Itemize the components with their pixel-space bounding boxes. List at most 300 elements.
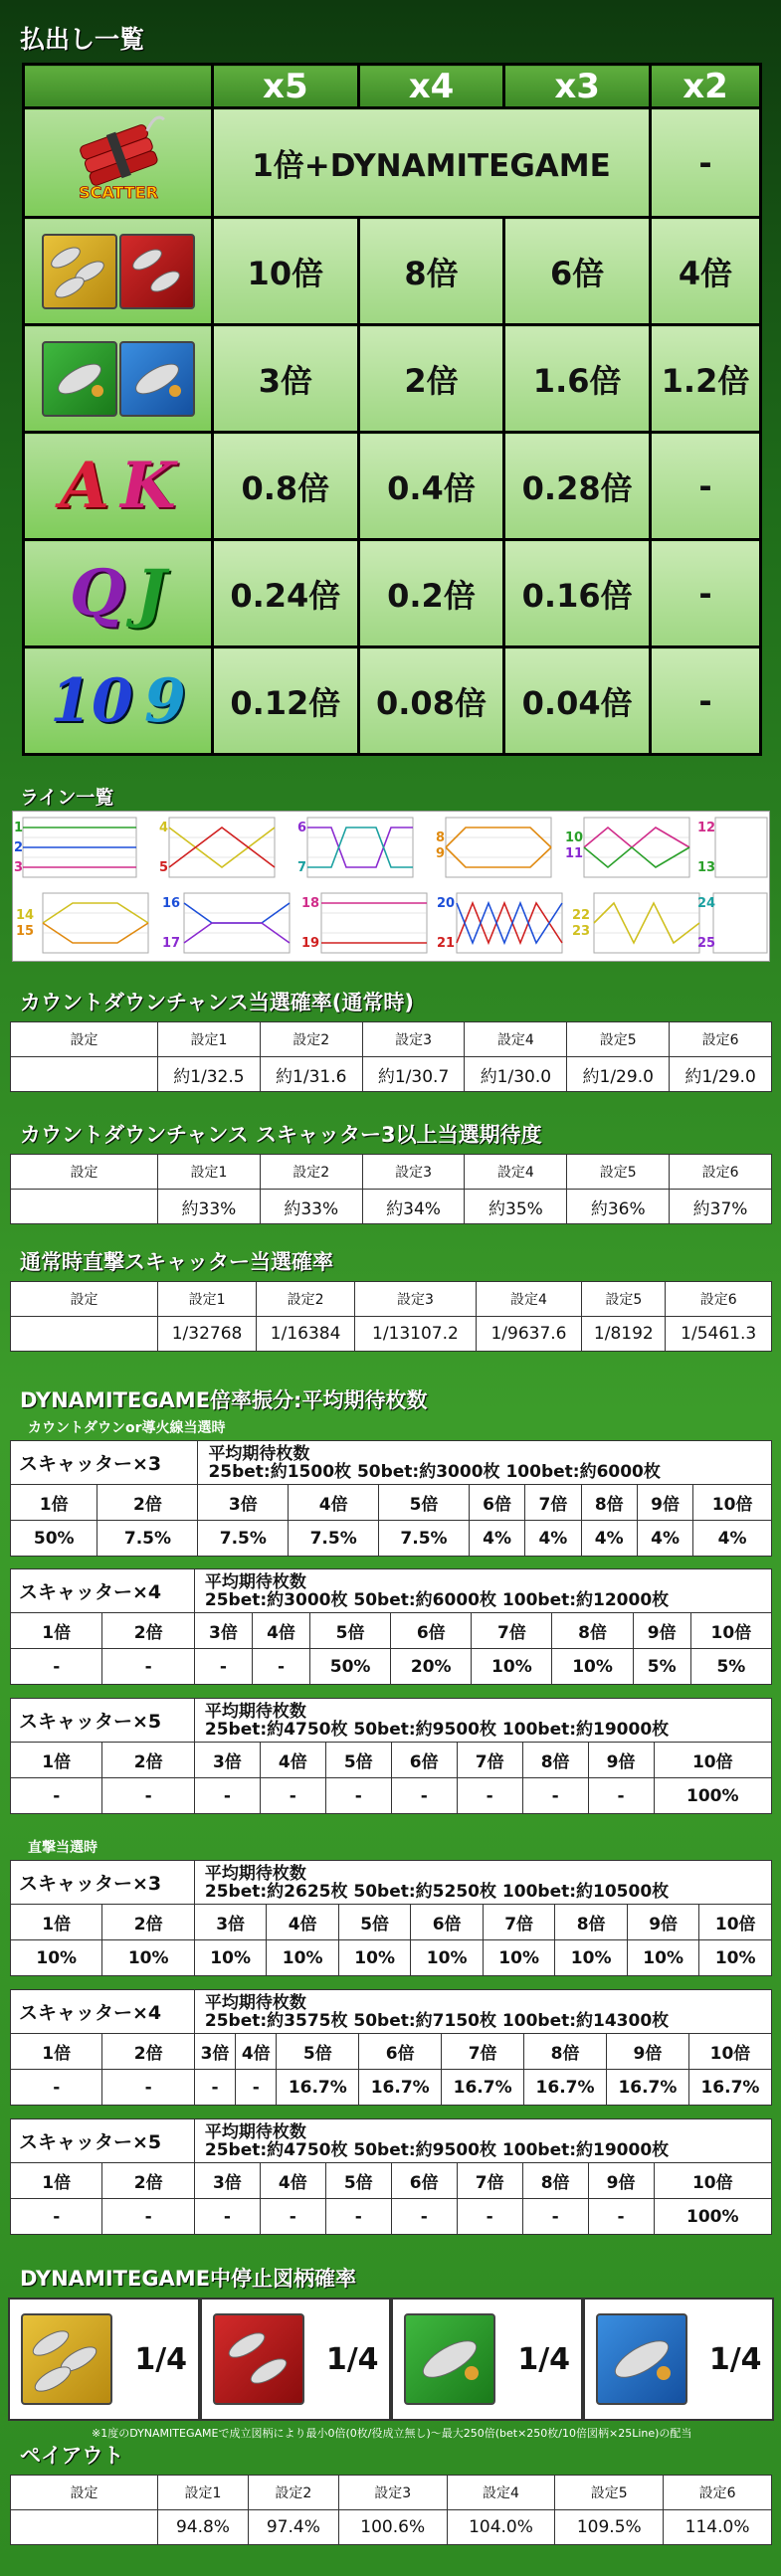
mult-value-cell: 10% xyxy=(338,1940,411,1976)
mult-header-cell: 7倍 xyxy=(525,1485,581,1521)
mult-header-cell: 5倍 xyxy=(310,1613,391,1649)
header-x2: x2 xyxy=(650,65,760,108)
stop-prob-green: 1/4 xyxy=(517,2341,571,2377)
direct-h3: 設定3 xyxy=(355,1282,477,1317)
mult-header-cell: 10倍 xyxy=(654,2163,771,2199)
block-avg xyxy=(194,1990,771,2034)
direct-v1: 1/32768 xyxy=(158,1317,257,1352)
bullet-green-box-icon xyxy=(42,341,117,417)
mult-value-cell: 10% xyxy=(483,1940,555,1976)
mult-header-cell: 2倍 xyxy=(102,1743,194,1778)
mult-header-cell: 9倍 xyxy=(633,1613,690,1649)
countdown-v6: 約1/29.0 xyxy=(670,1057,772,1092)
rate-h0: 設定 xyxy=(11,2476,158,2510)
payout-red-x5: 10倍 xyxy=(213,218,359,325)
mult-value-cell: - xyxy=(11,1778,102,1814)
line-num-20: 20 xyxy=(437,896,456,911)
stop-cell-green xyxy=(391,2298,583,2421)
direct-h5: 設定5 xyxy=(582,1282,666,1317)
ten-icon: 10 xyxy=(50,665,133,736)
green-blue-bullets-icon xyxy=(24,325,213,433)
ten-nine-icon xyxy=(24,647,213,755)
stop-title: DYNAMITEGAME中停止図柄確率 xyxy=(20,2267,357,2291)
scatter3-h0: 設定 xyxy=(11,1155,158,1190)
payout-red-x4: 8倍 xyxy=(358,218,504,325)
mult-value-cell: 16.7% xyxy=(688,2070,771,2106)
block-label: スキャッター×5 xyxy=(11,2119,195,2163)
mult-value-cell: 10% xyxy=(194,1940,267,1976)
countdown-v2: 約1/31.6 xyxy=(260,1057,362,1092)
mult-header-cell: 8倍 xyxy=(552,1613,633,1649)
block-label: スキャッター×4 xyxy=(11,1569,195,1613)
rate-v2: 97.4% xyxy=(248,2510,338,2545)
block-avg-title: 平均期待枚数 xyxy=(208,1443,310,1464)
payout-row-green-blue-bullets xyxy=(24,325,761,433)
direct-h6: 設定6 xyxy=(666,1282,772,1317)
stop-panel xyxy=(8,2298,774,2421)
rate-h5: 設定5 xyxy=(555,2476,664,2510)
mult-value-cell: - xyxy=(391,2199,457,2235)
mult-header-cell: 4倍 xyxy=(260,1743,325,1778)
payout-gb-x4: 2倍 xyxy=(358,325,504,433)
rate-h1: 設定1 xyxy=(158,2476,249,2510)
payout-row-qj xyxy=(24,540,761,647)
rate-v4: 104.0% xyxy=(447,2510,555,2545)
countdown-v1: 約1/32.5 xyxy=(158,1057,261,1092)
mult-header-cell: 10倍 xyxy=(699,1905,772,1940)
payout-ak-x2: - xyxy=(650,433,760,540)
payout-ak-x3: 0.28倍 xyxy=(504,433,651,540)
payout-ak-x4: 0.4倍 xyxy=(358,433,504,540)
payout-red-x3: 6倍 xyxy=(504,218,651,325)
line-num-25: 25 xyxy=(697,936,716,951)
mult-value-cell: - xyxy=(391,1778,457,1814)
countdown-h1: 設定1 xyxy=(158,1022,261,1057)
mult-value-cell: 10% xyxy=(11,1940,102,1976)
mult-header-cell: 8倍 xyxy=(522,2163,588,2199)
mult-value-cell: 10% xyxy=(411,1940,484,1976)
line-num-10: 10 xyxy=(565,830,584,845)
line-num-18: 18 xyxy=(301,896,320,911)
mult-value-cell: 16.7% xyxy=(442,2070,524,2106)
mult-value-cell: 5% xyxy=(633,1649,690,1685)
rate-h2: 設定2 xyxy=(248,2476,338,2510)
letter-q-icon: Q xyxy=(69,556,125,631)
mult-header-cell: 4倍 xyxy=(236,2034,277,2070)
mult-header-cell: 6倍 xyxy=(391,1743,457,1778)
block-avg xyxy=(194,1861,771,1905)
scatter-label: SCATTER xyxy=(78,182,158,202)
mult-value-cell: - xyxy=(236,2070,277,2106)
mult-value-cell: 20% xyxy=(391,1649,472,1685)
bullets-gold-box-icon xyxy=(42,234,117,309)
direct-h1: 設定1 xyxy=(158,1282,257,1317)
mult-value-cell: 10% xyxy=(699,1940,772,1976)
line-num-17: 17 xyxy=(162,936,181,951)
payout-qj-x2: - xyxy=(650,540,760,647)
payout-109-x4: 0.08倍 xyxy=(358,647,504,755)
mult-header-cell: 7倍 xyxy=(442,2034,524,2070)
dynamite-scatter-icon xyxy=(24,108,213,218)
mult-value-cell: 16.7% xyxy=(524,2070,607,2106)
bullet-blue-icon xyxy=(596,2313,687,2405)
stop-prob-blue: 1/4 xyxy=(708,2341,762,2377)
mult-value-cell: 4% xyxy=(693,1521,772,1557)
mult-header-cell: 9倍 xyxy=(606,2034,688,2070)
mult-header-cell: 3倍 xyxy=(194,1613,252,1649)
qj-icon xyxy=(24,540,213,647)
dynamite-title: DYNAMITEGAME倍率振分:平均期待枚数 xyxy=(20,1388,428,1412)
line-num-24: 24 xyxy=(697,896,716,911)
stop-note: ※1度のDYNAMITEGAMEで成立図柄により最小0倍(0枚/役成立無し)～最大250倍(bet×250枚/10倍図柄×25Line)の配当 xyxy=(92,2427,692,2440)
mult-header-cell: 10倍 xyxy=(690,1613,771,1649)
payout-gb-x3: 1.6倍 xyxy=(504,325,651,433)
block-label: スキャッター×3 xyxy=(11,1441,198,1485)
payout-corner xyxy=(24,65,213,108)
payout-header-row xyxy=(24,65,761,108)
line-num-11: 11 xyxy=(565,846,584,861)
line-num-9: 9 xyxy=(436,846,446,861)
mult-value-cell: - xyxy=(102,2070,194,2106)
block-avg-title: 平均期待枚数 xyxy=(204,1992,306,2013)
block-avg-value: 25bet:約4750枚 50bet:約9500枚 100bet:約19000枚 xyxy=(204,1719,670,1740)
mult-header-cell: 1倍 xyxy=(11,1613,102,1649)
mult-value-cell: - xyxy=(522,1778,588,1814)
scatter3-v1: 約33% xyxy=(158,1190,261,1224)
mult-header-cell: 9倍 xyxy=(588,1743,654,1778)
block-avg xyxy=(194,2119,771,2163)
mult-value-cell: - xyxy=(194,2199,260,2235)
mult-header-cell: 5倍 xyxy=(325,1743,391,1778)
mult-header-cell: 7倍 xyxy=(457,1743,522,1778)
dynamite-block-table xyxy=(10,1698,772,1814)
payout-title: 払出し一覧 xyxy=(20,25,145,54)
mult-value-cell: - xyxy=(522,2199,588,2235)
dynamite-block-table xyxy=(10,2118,772,2235)
scatter3-v0 xyxy=(11,1190,158,1224)
stop-prob-red: 1/4 xyxy=(325,2341,379,2377)
mult-value-cell: - xyxy=(325,1778,391,1814)
rate-v6: 114.0% xyxy=(664,2510,772,2545)
rate-v5: 109.5% xyxy=(555,2510,664,2545)
mult-header-cell: 9倍 xyxy=(637,1485,692,1521)
payout-rate-table xyxy=(10,2475,772,2545)
lines-panel xyxy=(12,811,770,962)
rate-v1: 94.8% xyxy=(158,2510,249,2545)
payout-gb-x2: 1.2倍 xyxy=(650,325,760,433)
mult-value-cell: 4% xyxy=(469,1521,524,1557)
lines-title: ライン一覧 xyxy=(20,787,114,809)
payout-109-x3: 0.04倍 xyxy=(504,647,651,755)
payout-qj-x4: 0.2倍 xyxy=(358,540,504,647)
block-avg-value: 25bet:約4750枚 50bet:約9500枚 100bet:約19000枚 xyxy=(204,2139,670,2160)
direct-title: 通常時直撃スキャッター当選確率 xyxy=(20,1250,333,1274)
mult-header-cell: 3倍 xyxy=(194,1905,267,1940)
direct-v6: 1/5461.3 xyxy=(666,1317,772,1352)
mult-header-cell: 4倍 xyxy=(267,1905,339,1940)
mult-header-cell: 6倍 xyxy=(391,2163,457,2199)
line-num-14: 14 xyxy=(16,908,35,923)
block-avg-title: 平均期待枚数 xyxy=(204,2121,306,2142)
mult-header-cell: 5倍 xyxy=(325,2163,391,2199)
bullet-green-icon xyxy=(404,2313,495,2405)
scatter3-title: カウントダウンチャンス スキャッター3以上当選期待度 xyxy=(20,1123,542,1147)
scatter3-v2: 約33% xyxy=(260,1190,362,1224)
mult-value-cell: - xyxy=(588,1778,654,1814)
bullets-red-box-icon xyxy=(119,234,195,309)
mult-header-cell: 2倍 xyxy=(98,1485,198,1521)
mult-header-cell: 5倍 xyxy=(338,1905,411,1940)
countdown-v4: 約1/30.0 xyxy=(465,1057,567,1092)
direct-h4: 設定4 xyxy=(476,1282,582,1317)
mult-value-cell: 10% xyxy=(102,1940,194,1976)
countdown-v0 xyxy=(11,1057,158,1092)
mult-value-cell: 7.5% xyxy=(379,1521,470,1557)
mult-header-cell: 5倍 xyxy=(379,1485,470,1521)
block-avg xyxy=(198,1441,772,1485)
line-num-19: 19 xyxy=(301,936,320,951)
mult-value-cell: - xyxy=(11,2070,102,2106)
line-num-4: 4 xyxy=(159,821,169,835)
stop-cell-gold xyxy=(8,2298,200,2421)
mult-value-cell: 4% xyxy=(525,1521,581,1557)
payout-109-x5: 0.12倍 xyxy=(213,647,359,755)
countdown-v3: 約1/30.7 xyxy=(362,1057,465,1092)
rate-h4: 設定4 xyxy=(447,2476,555,2510)
mult-header-cell: 10倍 xyxy=(688,2034,771,2070)
mult-value-cell: 16.7% xyxy=(606,2070,688,2106)
letter-j-icon: J xyxy=(135,556,167,631)
rate-v0 xyxy=(11,2510,158,2545)
mult-value-cell: - xyxy=(194,1778,260,1814)
line-num-22: 22 xyxy=(572,908,591,923)
mult-header-cell: 8倍 xyxy=(581,1485,637,1521)
dynamite-block-table xyxy=(10,1989,772,2106)
mult-header-cell: 9倍 xyxy=(588,2163,654,2199)
paylines-diagram xyxy=(13,812,771,963)
line-num-15: 15 xyxy=(16,924,35,939)
mult-header-cell: 2倍 xyxy=(102,2163,194,2199)
mult-header-cell: 2倍 xyxy=(102,1613,194,1649)
rate-h6: 設定6 xyxy=(664,2476,772,2510)
line-num-8: 8 xyxy=(436,830,446,845)
mult-header-cell: 2倍 xyxy=(102,2034,194,2070)
mult-header-cell: 6倍 xyxy=(391,1613,472,1649)
line-num-16: 16 xyxy=(162,896,181,911)
direct-h0: 設定 xyxy=(11,1282,158,1317)
countdown-table xyxy=(10,1021,772,1092)
line-num-1: 1 xyxy=(14,821,24,835)
direct-v4: 1/9637.6 xyxy=(476,1317,582,1352)
payout-qj-x3: 0.16倍 xyxy=(504,540,651,647)
dynamite-block-table xyxy=(10,1440,772,1557)
stop-cell-blue xyxy=(583,2298,775,2421)
scatter3-h4: 設定4 xyxy=(465,1155,567,1190)
countdown-h0: 設定 xyxy=(11,1022,158,1057)
block-avg xyxy=(194,1699,771,1743)
block-label: スキャッター×5 xyxy=(11,1699,195,1743)
mult-value-cell: 16.7% xyxy=(277,2070,359,2106)
scatter3-v5: 約36% xyxy=(567,1190,670,1224)
block-avg-title: 平均期待枚数 xyxy=(204,1863,306,1884)
mult-header-cell: 6倍 xyxy=(359,2034,442,2070)
line-num-12: 12 xyxy=(697,821,716,835)
mult-value-cell: 10% xyxy=(472,1649,552,1685)
line-num-3: 3 xyxy=(14,860,24,875)
mult-value-cell: 5% xyxy=(690,1649,771,1685)
scatter3-h5: 設定5 xyxy=(567,1155,670,1190)
bullet-blue-box-icon xyxy=(119,341,195,417)
mult-header-cell: 10倍 xyxy=(693,1485,772,1521)
mult-value-cell: - xyxy=(260,2199,325,2235)
payout-scatter-x5: 1倍+DYNAMITEGAME xyxy=(213,108,651,218)
mult-header-cell: 7倍 xyxy=(457,2163,522,2199)
mult-header-cell: 2倍 xyxy=(102,1905,194,1940)
mult-header-cell: 1倍 xyxy=(11,1485,98,1521)
mult-header-cell: 8倍 xyxy=(522,1743,588,1778)
mult-value-cell: 10% xyxy=(552,1649,633,1685)
block-avg-title: 平均期待枚数 xyxy=(204,1571,306,1592)
payout-red-x2: 4倍 xyxy=(650,218,760,325)
scatter3-h3: 設定3 xyxy=(362,1155,465,1190)
mult-header-cell: 4倍 xyxy=(260,2163,325,2199)
block-avg-value: 25bet:約3000枚 50bet:約6000枚 100bet:約12000枚 xyxy=(204,1589,670,1610)
mult-value-cell: 10% xyxy=(267,1940,339,1976)
payout-row-ak xyxy=(24,433,761,540)
mult-header-cell: 7倍 xyxy=(483,1905,555,1940)
mult-header-cell: 5倍 xyxy=(277,2034,359,2070)
mult-value-cell: 100% xyxy=(654,2199,771,2235)
mult-header-cell: 4倍 xyxy=(252,1613,309,1649)
mult-header-cell: 4倍 xyxy=(289,1485,379,1521)
mult-value-cell: 4% xyxy=(581,1521,637,1557)
red-bullets-icon xyxy=(24,218,213,325)
letter-a-icon: A xyxy=(60,449,109,523)
nine-icon: 9 xyxy=(143,665,186,736)
scatter3-v6: 約37% xyxy=(670,1190,772,1224)
header-x4: x4 xyxy=(358,65,504,108)
mult-header-cell: 7倍 xyxy=(472,1613,552,1649)
mult-header-cell: 9倍 xyxy=(627,1905,699,1940)
dynamite-sub2: 直撃当選時 xyxy=(28,1840,98,1856)
rate-v3: 100.6% xyxy=(338,2510,447,2545)
mult-value-cell: - xyxy=(102,1778,194,1814)
block-avg-value: 25bet:約3575枚 50bet:約7150枚 100bet:約14300枚 xyxy=(204,2010,670,2031)
direct-v2: 1/16384 xyxy=(257,1317,355,1352)
block-avg-title: 平均期待枚数 xyxy=(204,1701,306,1722)
payout-ak-x5: 0.8倍 xyxy=(213,433,359,540)
payout-scatter-x2: - xyxy=(650,108,760,218)
dynamite-sub1: カウントダウンor導火線当選時 xyxy=(28,1420,226,1436)
stop-cell-red xyxy=(200,2298,392,2421)
block-label: スキャッター×4 xyxy=(11,1990,195,2034)
mult-value-cell: - xyxy=(457,1778,522,1814)
mult-value-cell: - xyxy=(457,2199,522,2235)
direct-v3: 1/13107.2 xyxy=(355,1317,477,1352)
line-num-6: 6 xyxy=(297,821,307,835)
stop-prob-gold: 1/4 xyxy=(134,2341,188,2377)
mult-header-cell: 3倍 xyxy=(198,1485,289,1521)
mult-value-cell: 4% xyxy=(637,1521,692,1557)
mult-header-cell: 6倍 xyxy=(411,1905,484,1940)
mult-value-cell: 7.5% xyxy=(98,1521,198,1557)
countdown-h6: 設定6 xyxy=(670,1022,772,1057)
mult-value-cell: - xyxy=(252,1649,309,1685)
countdown-h5: 設定5 xyxy=(567,1022,670,1057)
scatter3-v3: 約34% xyxy=(362,1190,465,1224)
line-num-23: 23 xyxy=(572,924,591,939)
payout-row-red-bullets xyxy=(24,218,761,325)
mult-value-cell: - xyxy=(102,2199,194,2235)
payout-qj-x5: 0.24倍 xyxy=(213,540,359,647)
scatter3-h6: 設定6 xyxy=(670,1155,772,1190)
line-num-2: 2 xyxy=(14,840,24,855)
block-avg-value: 25bet:約1500枚 50bet:約3000枚 100bet:約6000枚 xyxy=(208,1461,661,1482)
mult-value-cell: - xyxy=(102,1649,194,1685)
mult-header-cell: 8倍 xyxy=(555,1905,628,1940)
scatter3-h1: 設定1 xyxy=(158,1155,261,1190)
header-x3: x3 xyxy=(504,65,651,108)
payout-row-scatter xyxy=(24,108,761,218)
mult-header-cell: 3倍 xyxy=(194,2163,260,2199)
direct-h2: 設定2 xyxy=(257,1282,355,1317)
mult-value-cell: - xyxy=(325,2199,391,2235)
direct-v0 xyxy=(11,1317,158,1352)
letter-k-icon: K xyxy=(120,449,176,523)
mult-value-cell: - xyxy=(11,1649,102,1685)
mult-value-cell: - xyxy=(194,1649,252,1685)
bullets-red-icon xyxy=(213,2313,304,2405)
mult-header-cell: 10倍 xyxy=(654,1743,771,1778)
mult-value-cell: 7.5% xyxy=(289,1521,379,1557)
scatter3-table xyxy=(10,1154,772,1224)
payout-109-x2: - xyxy=(650,647,760,755)
ak-icon xyxy=(24,433,213,540)
countdown-h4: 設定4 xyxy=(465,1022,567,1057)
mult-value-cell: - xyxy=(194,2070,235,2106)
mult-header-cell: 8倍 xyxy=(524,2034,607,2070)
header-x5: x5 xyxy=(213,65,359,108)
mult-header-cell: 1倍 xyxy=(11,1743,102,1778)
block-avg xyxy=(194,1569,771,1613)
countdown-title: カウントダウンチャンス当選確率(通常時) xyxy=(20,991,414,1014)
payout-rate-title: ペイアウト xyxy=(20,2444,124,2468)
block-avg-value: 25bet:約2625枚 50bet:約5250枚 100bet:約10500枚 xyxy=(204,1881,670,1902)
block-label: スキャッター×3 xyxy=(11,1861,195,1905)
line-num-21: 21 xyxy=(437,936,456,951)
mult-value-cell: 100% xyxy=(654,1778,771,1814)
mult-value-cell: - xyxy=(260,1778,325,1814)
line-num-5: 5 xyxy=(159,860,169,875)
mult-value-cell: - xyxy=(11,2199,102,2235)
bullets-gold-icon xyxy=(21,2313,112,2405)
countdown-h3: 設定3 xyxy=(362,1022,465,1057)
mult-value-cell: 10% xyxy=(555,1940,628,1976)
line-num-7: 7 xyxy=(297,860,307,875)
mult-header-cell: 1倍 xyxy=(11,2163,102,2199)
payout-row-109 xyxy=(24,647,761,755)
mult-value-cell: 16.7% xyxy=(359,2070,442,2106)
mult-header-cell: 6倍 xyxy=(469,1485,524,1521)
payout-table xyxy=(22,63,762,756)
dynamite-block-table xyxy=(10,1568,772,1685)
mult-header-cell: 3倍 xyxy=(194,1743,260,1778)
countdown-v5: 約1/29.0 xyxy=(567,1057,670,1092)
rate-h3: 設定3 xyxy=(338,2476,447,2510)
mult-value-cell: 10% xyxy=(627,1940,699,1976)
scatter3-v4: 約35% xyxy=(465,1190,567,1224)
countdown-h2: 設定2 xyxy=(260,1022,362,1057)
